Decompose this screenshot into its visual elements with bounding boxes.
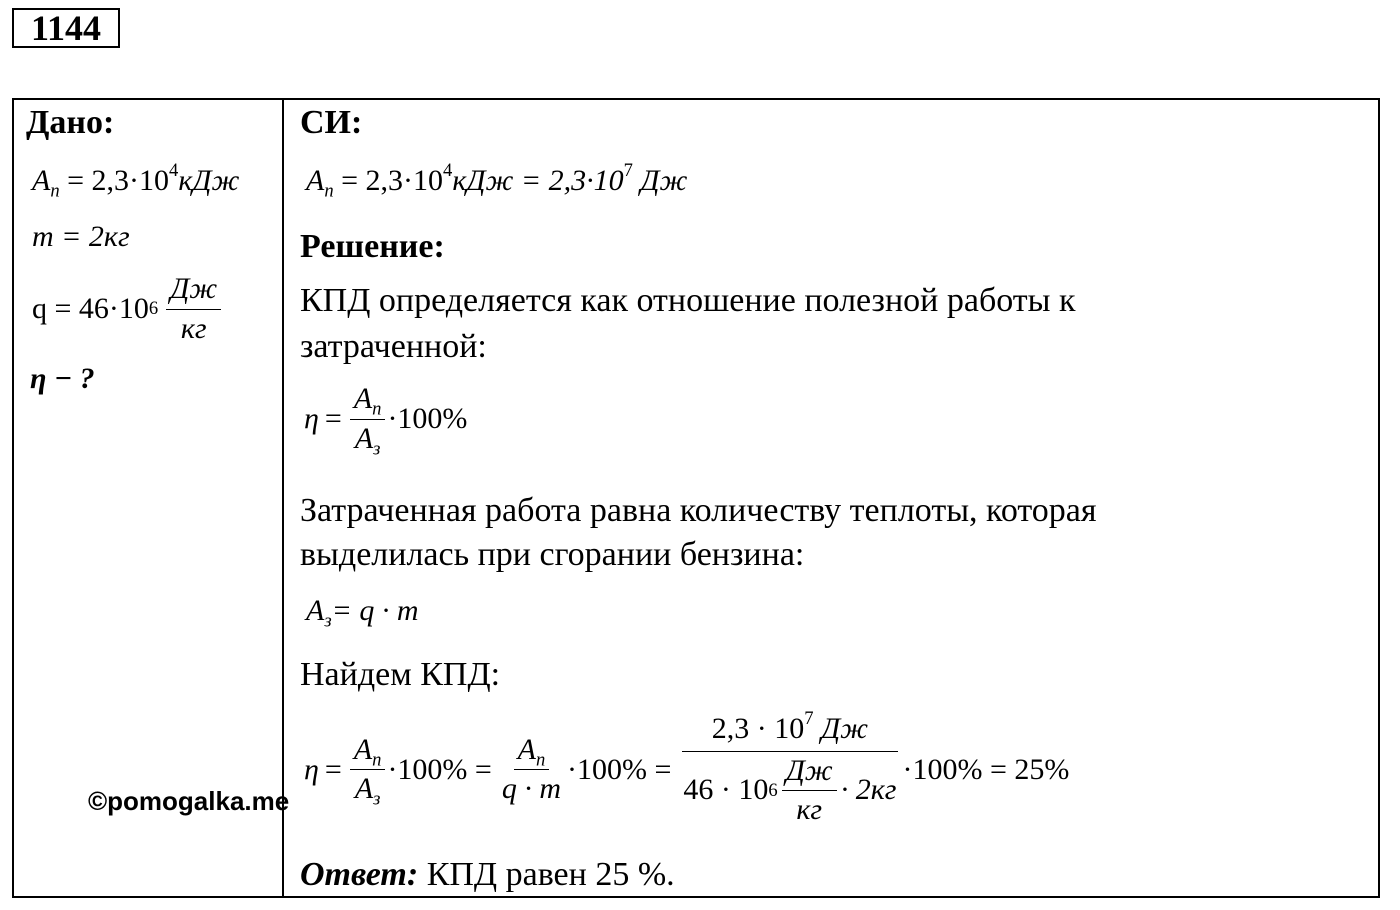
given-useful-work: $A_п = 2,3\cdot 10^4кДж$ [32,160,240,202]
solution-paragraph-1-line-1: КПД определяется как отношение полезной работы к [300,282,1076,319]
si-conversion: $A_п = 2,3\cdot 10^4кДж = 2,3\cdot 10^7$ Дж [306,160,688,202]
watermark: ©pomogalka.me [88,786,290,816]
solution-paragraph-3: Найдем КПД: [300,656,501,693]
solution-paragraph-2-line-2: выделилась при сгорании бензина: [300,536,805,573]
si-header: СИ: [300,104,363,141]
spent-work-formula: $A_з= q \cdot m$ [306,594,419,632]
given-header: Дано: [26,104,115,141]
solution-paragraph-1-line-2: затраченной: [300,328,487,365]
given-mass: m = 2кг [32,220,130,253]
answer-line [300,856,675,894]
given-heat-value: q = 46·10 6 $\frac{Дж}{кг}$ [32,272,223,346]
answer-text: КПД равен 25 %. [418,856,675,893]
problem-number: 1144 [12,8,120,48]
column-divider [282,98,284,898]
answer-label: Ответ: [300,856,419,893]
solution-paragraph-2-line-1: Затраченная работа равна количеству теплоты, которая [300,492,1097,529]
solution-header: Решение: [300,228,445,265]
final-computation: η = $\frac{A_п}{A_з}$ ·100% = $\frac{A_п}{q \cdot m}$ ·100% = $2,3 \cdot 10^7$ Дж 46 · 10 6 $\frac{Дж}{кг}$ · 2кг ·100% = 25% [304,708,1070,826]
efficiency-formula: η = $\frac{A_п}{A_з}$ ·100% [304,382,468,459]
given-unknown: η − ? [30,362,95,395]
